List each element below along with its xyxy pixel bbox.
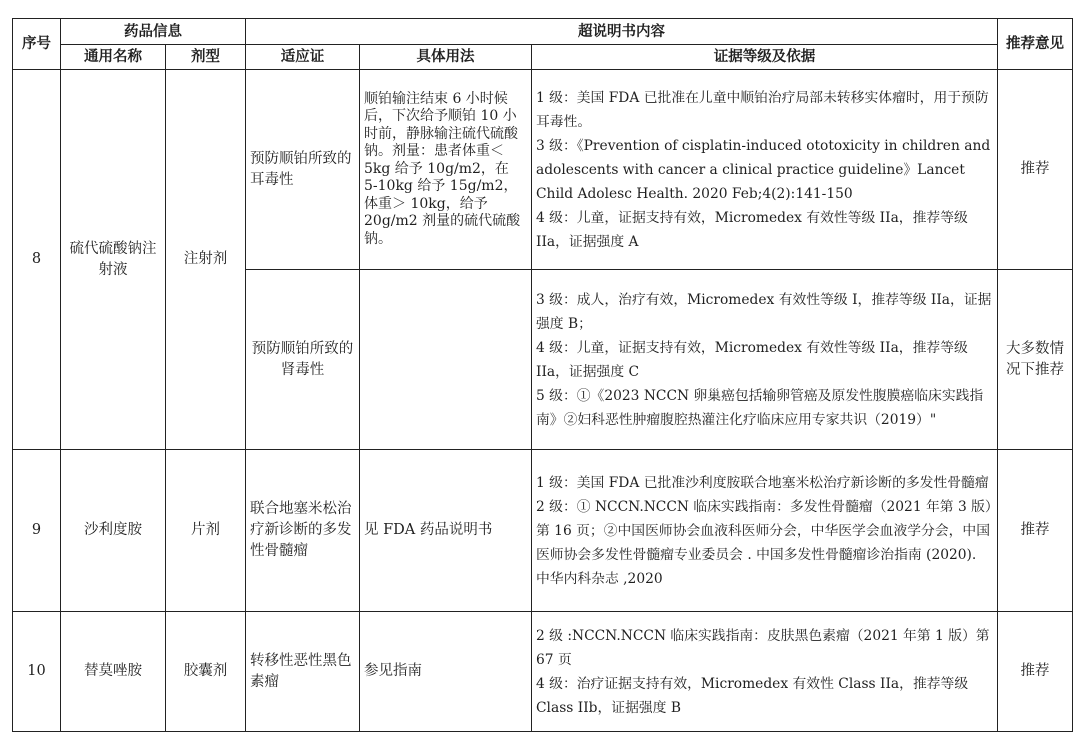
indication-cell: 联合地塞米松治疗新诊断的多发性骨髓瘤 <box>246 450 360 612</box>
header-recommend: 推荐意见 <box>998 19 1073 70</box>
header-seq: 序号 <box>13 19 61 70</box>
usage-cell <box>360 270 532 450</box>
evidence-line: 3 级：《Prevention of cisplatin-induced ototoxicity in children and adolescents with cancer a clinical practice guideline》Lancet Child Adolesc Health. 2020 Feb;4(2):141-150 <box>536 137 991 202</box>
header-dosage-form: 剂型 <box>166 45 246 70</box>
header-row-1 <box>13 19 1073 45</box>
usage-cell: 见 FDA 药品说明书 <box>360 450 532 612</box>
evidence-line: 5 级：①《2023 NCCN 卵巢癌包括输卵管癌及原发性腹膜癌临床实践指南》②妇科恶性肿瘤腹腔热灌注化疗临床应用专家共识（2019）" <box>536 387 984 428</box>
evidence-line: 1 级：美国 FDA 已批准在儿童中顺铂治疗局部未转移实体瘤时，用于预防耳毒性。 <box>536 89 989 130</box>
header-off-label: 超说明书内容 <box>246 19 998 45</box>
usage-cell: 顺铂输注结束 6 小时候后，下次给予顺铂 10 小时前，静脉输注硫代硫酸钠。剂量：患者体重＜ 5kg 给予 10g/m2，在 5-10kg 给予 15g/m2，体重＞ 10kg，给予 20g/m2 剂量的硫代硫酸钠。 <box>360 70 532 270</box>
table-row <box>13 612 1073 732</box>
recommend-cell: 推荐 <box>998 70 1073 270</box>
recommend-cell: 大多数情况下推荐 <box>998 270 1073 450</box>
generic-name-cell: 替莫唑胺 <box>61 612 166 732</box>
header-usage: 具体用法 <box>360 45 532 70</box>
header-evidence: 证据等级及依据 <box>532 45 998 70</box>
evidence-line: 4 级：儿童，证据支持有效，Micromedex 有效性等级 IIa，推荐等级 IIa，证据强度 A <box>536 209 968 250</box>
recommend-cell: 推荐 <box>998 612 1073 732</box>
document-page <box>12 18 1072 732</box>
dosage-form-cell: 胶囊剂 <box>166 612 246 732</box>
header-row-2 <box>13 45 1073 70</box>
header-generic-name: 通用名称 <box>61 45 166 70</box>
off-label-drug-table <box>12 18 1073 732</box>
evidence-line: 2 级：① NCCN.NCCN 临床实践指南：多发性骨髓瘤（2021 年第 3 版）第 16 页；②中国医师协会血液科医师分会，中华医学会血液学分会，中国医师协会多发性骨髓瘤专业委员会 . 中国多发性骨髓瘤诊治指南 (2020). 中华内科杂志 ,2020 <box>536 498 992 587</box>
evidence-cell <box>532 270 998 450</box>
usage-cell: 参见指南 <box>360 612 532 732</box>
evidence-line: 4 级：治疗证据支持有效，Micromedex 有效性 Class IIa，推荐等级 Class IIb，证据强度 B <box>536 675 969 716</box>
evidence-line: 4 级：儿童，证据支持有效，Micromedex 有效性等级 IIa，推荐等级 IIa，证据强度 C <box>536 339 968 380</box>
seq-cell: 9 <box>13 450 61 612</box>
evidence-cell <box>532 612 998 732</box>
evidence-cell <box>532 450 998 612</box>
generic-name-cell: 沙利度胺 <box>61 450 166 612</box>
evidence-line: 3 级：成人，治疗有效，Micromedex 有效性等级 I，推荐等级 IIa，证据强度 B； <box>536 291 992 332</box>
table-row <box>13 450 1073 612</box>
evidence-line: 1 级：美国 FDA 已批准沙利度胺联合地塞米松治疗新诊断的多发性骨髓瘤 <box>536 474 989 491</box>
seq-cell: 8 <box>13 70 61 450</box>
header-indication: 适应证 <box>246 45 360 70</box>
header-drug-info: 药品信息 <box>61 19 246 45</box>
dosage-form-cell: 片剂 <box>166 450 246 612</box>
recommend-cell: 推荐 <box>998 450 1073 612</box>
seq-cell: 10 <box>13 612 61 732</box>
table-row <box>13 70 1073 270</box>
indication-cell: 预防顺铂所致的耳毒性 <box>246 70 360 270</box>
indication-cell: 预防顺铂所致的肾毒性 <box>246 270 360 450</box>
generic-name-cell: 硫代硫酸钠注射液 <box>61 70 166 450</box>
evidence-cell <box>532 70 998 270</box>
indication-cell: 转移性恶性黑色素瘤 <box>246 612 360 732</box>
evidence-line: 2 级 :NCCN.NCCN 临床实践指南：皮肤黑色素瘤（2021 年第 1 版）第 67 页 <box>536 627 990 668</box>
dosage-form-cell: 注射剂 <box>166 70 246 450</box>
